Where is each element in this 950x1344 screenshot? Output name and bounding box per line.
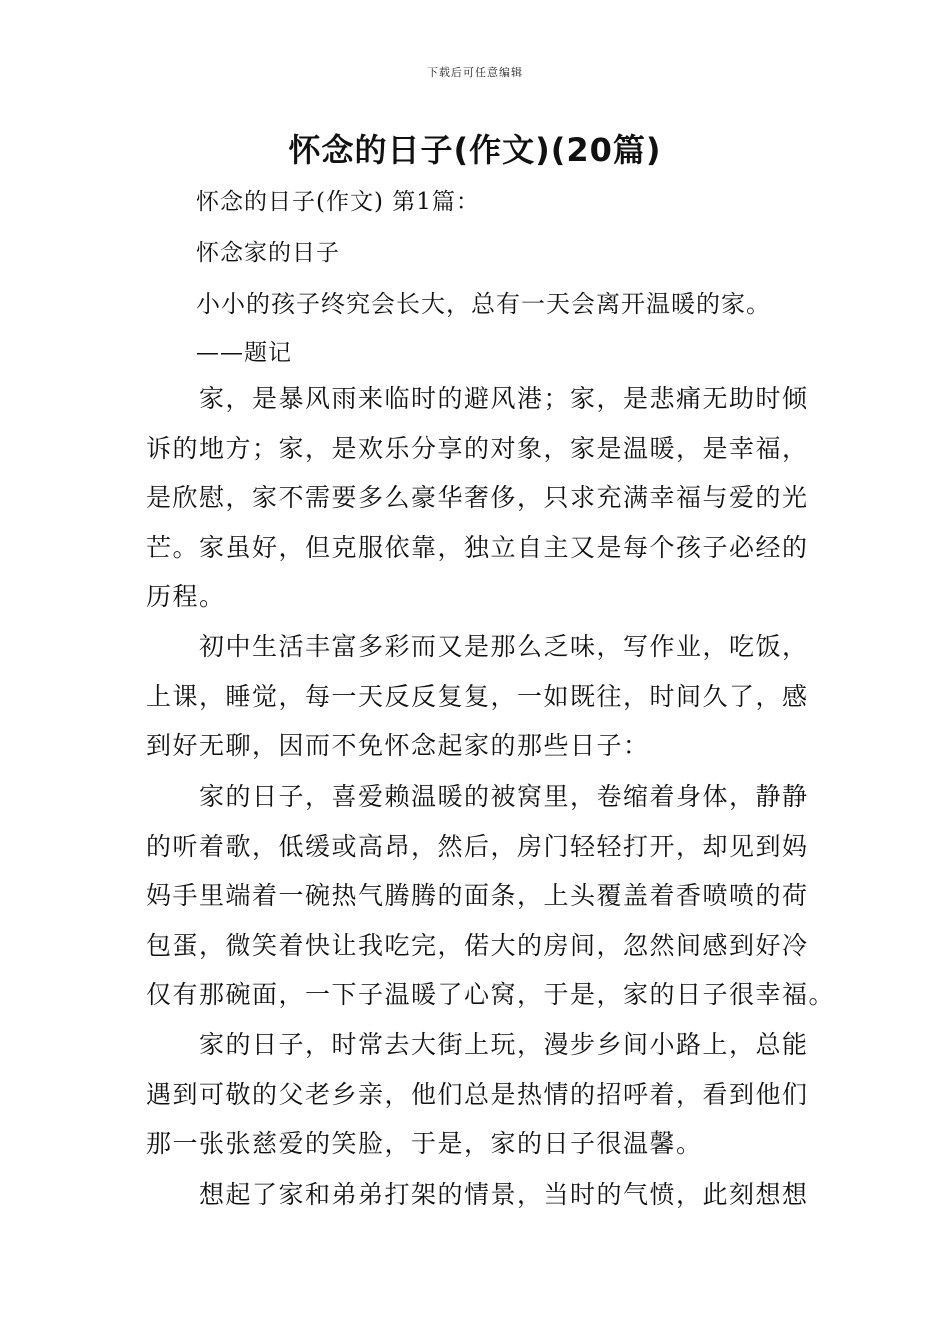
paragraph-line: 家，是暴风雨来临时的避风港；家，是悲痛无助时倾 [199, 384, 809, 413]
paragraph-1 [146, 374, 809, 622]
paragraph-line: 妈手里端着一碗热气腾腾的面条，上头覆盖着香喷喷的荷 [146, 881, 809, 911]
paragraph-line: 诉的地方；家，是欢乐分享的对象，家是温暖，是幸福， [146, 433, 809, 463]
essay-title: 怀念家的日子 [196, 240, 340, 266]
paragraph-line: 初中生活丰富多彩而又是那么乏味，写作业，吃饭， [199, 632, 809, 661]
paragraph-line: 仅有那碗面，一下子温暖了心窝，于是，家的日子很幸福。 [146, 980, 836, 1010]
section-heading: 怀念的日子(作文) 第1篇： [196, 189, 480, 215]
header-note: 下载后可任意编辑 [427, 66, 523, 79]
paragraph-line: 家的日子，时常去大街上玩，漫步乡间小路上，总能 [199, 1030, 809, 1059]
epigraph: 小小的孩子终究会长大，总有一天会离开温暖的家。 [196, 290, 771, 318]
paragraph-line: 包蛋，微笑着快让我吃完，偌大的房间，忽然间感到好冷 [146, 930, 809, 960]
paragraph-line: 家的日子，喜爱赖温暖的被窝里，卷缩着身体，静静 [199, 782, 809, 811]
paragraph-line: 芒。家虽好，但克服依靠，独立自主又是每个孩子必经的 [146, 532, 809, 562]
paragraph-3 [146, 772, 836, 1020]
paragraph-line: 到好无聊，因而不免怀念起家的那些日子： [146, 731, 650, 761]
paragraph-line: 想起了家和弟弟打架的情景，当时的气愤，此刻想想 [199, 1180, 809, 1209]
paragraph-4 [146, 1020, 809, 1169]
paragraph-2 [146, 622, 809, 771]
paragraph-line: 是欣慰，家不需要多么豪华奢侈，只求充满幸福与爱的光 [146, 483, 809, 513]
paragraph-5 [146, 1170, 809, 1220]
document-title: 怀念的日子(作文)(20篇) [288, 131, 662, 169]
paragraph-line: 历程。 [146, 582, 226, 612]
paragraph-line: 那一张张慈爱的笑脸，于是，家的日子很温馨。 [146, 1129, 703, 1159]
paragraph-line: 上课，睡觉，每一天反反复复，一如既往，时间久了，感 [146, 681, 809, 711]
paragraph-line: 遇到可敬的父老乡亲，他们总是热情的招呼着，看到他们 [146, 1079, 809, 1109]
paragraph-line: 的听着歌，低缓或高昂，然后，房门轻轻打开，却见到妈 [146, 831, 809, 861]
epigraph-source: ——题记 [196, 340, 292, 366]
